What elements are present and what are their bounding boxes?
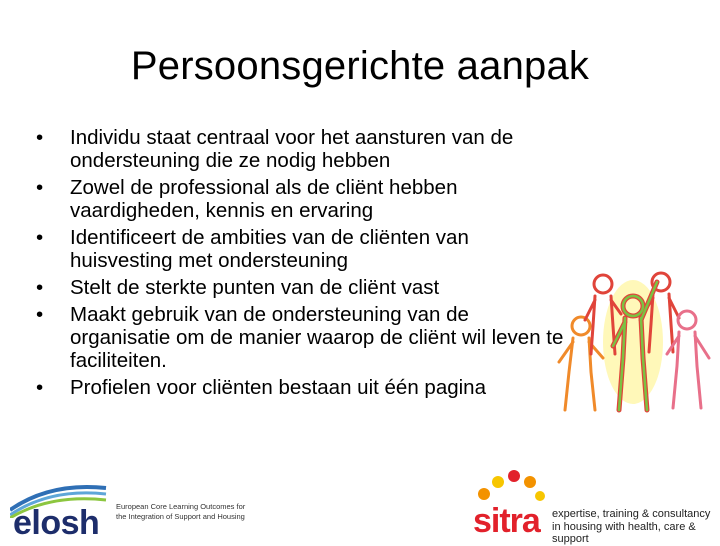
elosh-wordmark: elosh — [13, 504, 100, 542]
bullet-marker: • — [36, 376, 44, 399]
bullet-marker: • — [36, 226, 44, 249]
bullet-item — [36, 276, 571, 299]
bullet-marker: • — [36, 276, 44, 299]
sitra-dots-icon — [470, 464, 550, 504]
elosh-logo — [10, 478, 250, 542]
bullet-text: Zowel de professional als de cliënt hebben vaardigheden, kennis en ervaring — [70, 176, 458, 222]
sitra-tagline: expertise, training & consultancy in housing with health, care & support — [552, 508, 711, 545]
bullet-marker: • — [36, 176, 44, 199]
bullet-item — [36, 376, 571, 399]
slide-title: Persoonsgerichte aanpak — [130, 44, 590, 88]
sitra-logo — [470, 464, 718, 545]
bullet-item — [36, 176, 571, 222]
bullet-marker: • — [36, 126, 44, 149]
bullet-item — [36, 226, 571, 272]
bullet-list — [36, 126, 571, 403]
bullet-text: Profielen voor cliënten bestaan uit één pagina — [70, 376, 486, 399]
bullet-text: Maakt gebruik van de ondersteuning van de organisatie om de manier waarop de cliënt wil leven te faciliteiten. — [70, 303, 564, 372]
bullet-text: Identificeert de ambities van de cliënten van huisvesting met ondersteuning — [70, 226, 469, 272]
bullet-item — [36, 303, 571, 372]
bullet-text: Individu staat centraal voor het aansturen van de ondersteuning die ze nodig hebben — [70, 126, 514, 172]
sitra-wordmark: sitra — [473, 502, 540, 540]
people-circle-illustration — [545, 262, 715, 422]
bullet-text: Stelt de sterkte punten van de cliënt vast — [70, 276, 440, 299]
bullet-item — [36, 126, 571, 172]
elosh-subtitle: European Core Learning Outcomes for the Integration of Support and Housing — [116, 502, 246, 521]
bullet-marker: • — [36, 303, 44, 326]
